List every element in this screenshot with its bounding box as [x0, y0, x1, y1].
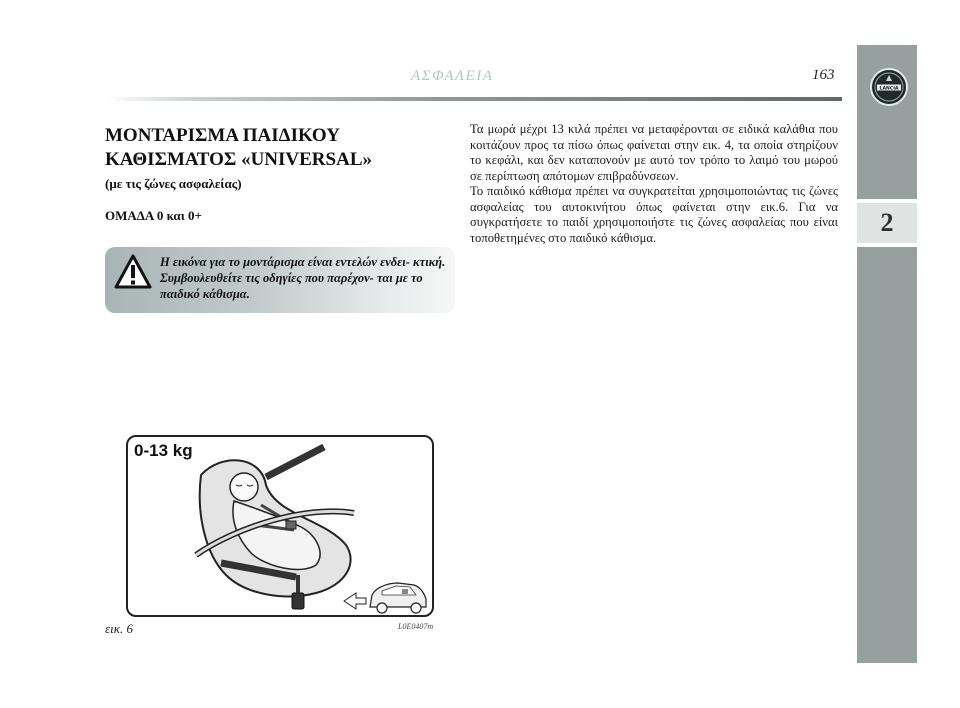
child-seat-illustration — [126, 435, 432, 615]
body-paragraph: Τα μωρά μέχρι 13 κιλά πρέπει να μεταφέρονται σε ειδικά καλάθια που κοιτάζουν προς τα πίσω όπως φαίνεται στην εικ. 4, τα οποία στηρίζουν το κεφάλι, και δεν καταπονούν με αυτό τον τρόπο το λαιμό του μωρού σε περίπτωση απότομων επιβραδύνσεων. — [470, 122, 838, 183]
weight-label: 0-13 kg — [134, 441, 193, 460]
body-paragraph: Το παιδικό κάθισμα πρέπει να συγκρατείται χρησιμοποιώντας τις ζώνες ασφαλείας του αυτοκινήτου όπως φαίνεται στην εικ.6. Για να συγκρατήσετε το παιδί χρησιμοποιήστε τις ζώνες ασφαλείας που είναι τοποθετημένες στο παιδικό κάθισμα. — [470, 184, 838, 245]
section-heading: ΜΟΝΤΑΡΙΣΜΑ ΠΑΙΔΙΚΟΥ ΚΑΘΙΣΜΑΤΟΣ «UNIVERSAL» — [105, 125, 372, 170]
body-text — [470, 122, 838, 246]
page-number: 163 — [812, 67, 835, 83]
chapter-number: 2 — [880, 208, 894, 237]
group-heading: ΟΜΑΔΑ 0 και 0+ — [105, 208, 202, 223]
section-subtitle: (με τις ζώνες ασφαλείας) — [105, 176, 242, 191]
warning-text: Η εικόνα για το μοντάρισμα είναι εντελών ενδει- κτική. Συμβουλευθείτε τις οδηγίες που παρέχον- ται με το παιδικό κάθισμα. — [160, 255, 446, 301]
warning-triangle-icon — [114, 254, 152, 290]
header-rule — [105, 97, 842, 101]
figure-code: L0E0407m — [398, 622, 434, 631]
lancia-logo-text: LANCIA — [879, 86, 899, 92]
chapter-side-tab — [857, 45, 917, 663]
section-title: ΑΣΦΑΛΕΙΑ — [411, 68, 494, 84]
tab-divider — [857, 243, 917, 247]
figure-caption: εικ. 6 — [105, 621, 133, 636]
lancia-logo-icon — [869, 67, 909, 107]
